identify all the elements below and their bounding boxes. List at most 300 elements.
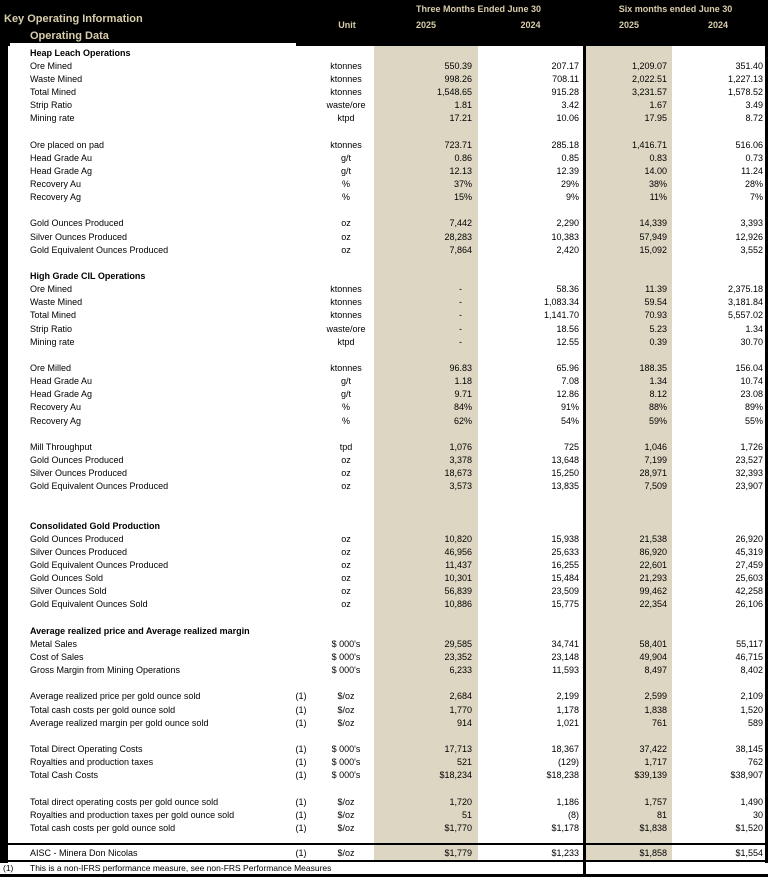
row-label: Gold Ounces Sold	[30, 573, 104, 584]
table-row	[8, 138, 765, 151]
cell-quarter-2025: 28,283	[444, 231, 472, 242]
cell-quarter-2025: -	[459, 323, 462, 334]
cell-quarter-2025: 1.18	[454, 376, 472, 387]
table-row	[8, 650, 765, 663]
cell-six-months-2025: 70.93	[644, 310, 667, 321]
row-label: Strip Ratio	[30, 323, 73, 334]
row-unit: $/oz	[337, 717, 355, 728]
row-label: Head Grade Au	[30, 376, 93, 387]
row-label: Recovery Au	[30, 178, 82, 189]
row-label: Total cash costs per gold ounce sold	[30, 704, 176, 715]
cell-quarter-2025: -	[459, 297, 462, 308]
row-unit: waste/ore	[326, 100, 366, 111]
row-unit: $ 000's	[331, 652, 361, 663]
table-row	[8, 506, 765, 519]
row-unit: $ 000's	[331, 744, 361, 755]
cell-quarter-2024: 708.11	[552, 73, 579, 84]
cell-quarter-2025: 37%	[453, 178, 472, 189]
footnote	[0, 863, 768, 874]
row-unit: %	[341, 402, 350, 413]
table-row	[8, 558, 765, 571]
row-unit: %	[341, 192, 350, 203]
table-row	[8, 401, 765, 414]
row-unit: ktonnes	[330, 73, 362, 84]
cell-six-months-2024: 1,227.13	[727, 73, 763, 84]
cell-quarter-2025: 10,820	[444, 533, 472, 544]
cell-six-months-2025: 14.00	[644, 165, 667, 176]
operating-data-heading: Operating Data	[30, 30, 109, 42]
row-unit: $/oz	[337, 822, 355, 833]
row-label: Mining rate	[30, 113, 75, 124]
cell-six-months-2025: 58,401	[639, 638, 667, 649]
cell-six-months-2025: 1,416.71	[631, 139, 667, 150]
section-row	[8, 519, 765, 532]
cell-quarter-2024: 3.42	[561, 100, 579, 111]
row-label: Gold Ounces Produced	[30, 454, 124, 465]
row-label: Ore Milled	[30, 362, 72, 373]
table-row	[8, 716, 765, 729]
cell-six-months-2024: 3,393	[740, 218, 763, 229]
cell-quarter-2024: 285.18	[551, 139, 579, 150]
row-label: Waste Mined	[30, 297, 83, 308]
cell-quarter-2024: 25,633	[551, 546, 579, 557]
row-label: Silver Ounces Produced	[30, 546, 128, 557]
cell-quarter-2025: 0.86	[454, 152, 472, 163]
cell-six-months-2025: 1,209.07	[631, 60, 667, 71]
cell-quarter-2024: 18.56	[556, 323, 579, 334]
cell-six-months-2025: 1.67	[649, 100, 667, 111]
cell-six-months-2024: 0.73	[745, 152, 763, 163]
cell-six-months-2024: 26,920	[735, 533, 763, 544]
cell-six-months-2024: 38,145	[735, 744, 763, 755]
cell-quarter-2024: 91%	[560, 402, 579, 413]
row-unit: %	[341, 415, 350, 426]
cell-six-months-2025: 11.39	[645, 284, 667, 295]
row-label: Head Grade Ag	[30, 389, 93, 400]
cell-quarter-2025: 18,673	[444, 468, 472, 479]
cell-quarter-2024: $1,233	[551, 847, 579, 858]
row-label: AISC - Minera Don Nicolas	[30, 847, 138, 858]
cell-six-months-2025: $1,838	[639, 822, 667, 833]
cell-six-months-2025: 59%	[648, 415, 667, 426]
cell-six-months-2024: 26,106	[735, 599, 763, 610]
cell-six-months-2024: 55%	[744, 415, 763, 426]
cell-quarter-2024: 1,178	[556, 704, 579, 715]
cell-quarter-2024: 1,186	[556, 796, 579, 807]
cell-quarter-2024: 9%	[565, 192, 579, 203]
cell-six-months-2025: 188.35	[639, 362, 667, 373]
cell-quarter-2024: 23,509	[551, 586, 579, 597]
table-row	[8, 729, 765, 742]
cell-quarter-2025: 1,548.65	[436, 86, 472, 97]
table-body	[8, 46, 765, 863]
row-label: Gold Equivalent Ounces Sold	[30, 599, 148, 610]
cell-quarter-2025: 12.13	[449, 165, 472, 176]
footnote-reference: (1)	[295, 822, 307, 833]
row-unit: oz	[341, 218, 351, 229]
row-unit: $ 000's	[331, 770, 361, 781]
cell-six-months-2025: 57,949	[639, 231, 667, 242]
row-label: Royalties and production taxes per gold ounce sold	[30, 809, 235, 820]
cell-six-months-2024: 1,520	[740, 704, 763, 715]
row-label: Silver Ounces Sold	[30, 586, 107, 597]
cell-quarter-2024: 12.55	[556, 336, 579, 347]
cell-quarter-2025: 46,956	[444, 546, 472, 557]
cell-six-months-2024: 1,578.52	[727, 86, 763, 97]
cell-quarter-2024: 58.36	[556, 284, 579, 295]
row-unit: $ 000's	[331, 638, 361, 649]
table-row	[8, 361, 765, 374]
row-unit: oz	[341, 560, 351, 571]
table-row	[8, 348, 765, 361]
footnote-reference: (1)	[295, 847, 307, 858]
row-unit: oz	[341, 586, 351, 597]
row-unit: oz	[341, 454, 351, 465]
table-row	[8, 782, 765, 795]
cell-six-months-2025: 15,092	[639, 244, 667, 255]
page-title: Key Operating Information	[4, 13, 143, 25]
table-row	[8, 742, 765, 755]
row-unit: ktonnes	[330, 362, 362, 373]
cell-six-months-2025: 3,231.57	[631, 86, 667, 97]
row-label: Total Cash Costs	[30, 770, 99, 781]
table-row	[8, 335, 765, 348]
cell-six-months-2025: 37,422	[639, 744, 667, 755]
row-unit: $/oz	[337, 847, 355, 858]
cell-quarter-2025: 521	[456, 757, 472, 768]
cell-quarter-2024: 13,835	[551, 481, 579, 492]
row-label: Mill Throughput	[30, 441, 92, 452]
row-unit: tpd	[339, 441, 353, 452]
cell-quarter-2024: (129)	[557, 757, 579, 768]
cell-six-months-2025: 22,601	[639, 560, 667, 571]
cell-six-months-2024: 1,490	[740, 796, 763, 807]
footnote-reference: (1)	[295, 770, 307, 781]
row-label: Total Mined	[30, 86, 77, 97]
cell-quarter-2025: 17,713	[444, 744, 472, 755]
table-row	[8, 177, 765, 190]
cell-quarter-2024: $1,178	[551, 822, 579, 833]
cell-six-months-2024: 30	[752, 809, 763, 820]
table-row	[8, 85, 765, 98]
cell-quarter-2025: 3,573	[449, 481, 472, 492]
cell-quarter-2024: 12.86	[556, 389, 579, 400]
footnote-text: This is a non-IFRS performance measure, see non-FRS Performance Measures	[30, 863, 332, 873]
cell-quarter-2025: 9.71	[454, 389, 472, 400]
column-header-quarter-2025: 2025	[415, 20, 437, 30]
cell-quarter-2025: 11,437	[445, 560, 472, 571]
section-row	[8, 269, 765, 282]
row-unit: oz	[341, 533, 351, 544]
cell-six-months-2025: 7,199	[644, 454, 667, 465]
table-row	[8, 756, 765, 769]
cell-six-months-2025: 0.83	[649, 152, 667, 163]
cell-quarter-2025: 723.71	[444, 139, 472, 150]
row-unit: ktonnes	[330, 297, 362, 308]
cell-quarter-2025: 10,886	[444, 599, 472, 610]
table-row	[8, 821, 765, 834]
cell-six-months-2024: 25,603	[735, 573, 763, 584]
table-row	[8, 164, 765, 177]
table-row	[8, 217, 765, 230]
cell-six-months-2024: 10.74	[740, 376, 763, 387]
table-row	[8, 637, 765, 650]
cell-six-months-2024: 762	[747, 757, 763, 768]
table-row	[8, 677, 765, 690]
table-row	[8, 467, 765, 480]
cell-six-months-2024: 55,117	[736, 638, 763, 649]
row-unit: %	[341, 178, 350, 189]
cell-quarter-2024: 0.85	[561, 152, 579, 163]
row-label: Gross Margin from Mining Operations	[30, 665, 181, 676]
table-row	[8, 204, 765, 217]
row-unit: $/oz	[337, 809, 355, 820]
cell-six-months-2025: 99,462	[639, 586, 667, 597]
cell-six-months-2024: 11.24	[741, 165, 763, 176]
table-row	[8, 493, 765, 506]
footnote-reference: (1)	[295, 717, 307, 728]
cell-six-months-2025: 8.12	[649, 389, 667, 400]
row-unit: ktonnes	[330, 60, 362, 71]
cell-six-months-2024: 351.40	[735, 60, 763, 71]
cell-six-months-2024: 3,552	[740, 244, 763, 255]
cell-quarter-2025: 914	[456, 717, 472, 728]
cell-quarter-2024: 65.96	[556, 362, 579, 373]
cell-quarter-2024: 13,648	[551, 454, 579, 465]
cell-quarter-2024: $18,238	[546, 770, 579, 781]
cell-quarter-2025: $1,779	[444, 847, 472, 858]
table-rows	[8, 46, 765, 862]
row-label: Metal Sales	[30, 638, 78, 649]
cell-six-months-2024: 30.70	[740, 336, 763, 347]
cell-six-months-2025: 21,538	[639, 533, 667, 544]
cell-six-months-2024: 28%	[744, 178, 763, 189]
cell-quarter-2024: 16,255	[551, 560, 579, 571]
cell-quarter-2024: 29%	[560, 178, 579, 189]
cell-six-months-2025: 14,339	[639, 218, 667, 229]
table-row	[8, 309, 765, 322]
cell-quarter-2024: 15,775	[551, 599, 579, 610]
cell-quarter-2025: 84%	[453, 402, 472, 413]
row-label: Total cash costs per gold ounce sold	[30, 822, 176, 833]
footnote-reference: (1)	[295, 704, 307, 715]
cell-quarter-2024: (8)	[568, 809, 579, 820]
cell-quarter-2024: 725	[563, 441, 579, 452]
cell-six-months-2025: 11%	[649, 192, 667, 203]
row-label: Gold Equivalent Ounces Produced	[30, 244, 169, 255]
cell-six-months-2024: 2,375.18	[727, 284, 763, 295]
cell-quarter-2025: 6,233	[449, 665, 472, 676]
cell-quarter-2025: 2,684	[449, 691, 472, 702]
cell-quarter-2024: 10.06	[556, 113, 579, 124]
cell-six-months-2025: 1,757	[644, 796, 667, 807]
cell-quarter-2025: $1,770	[444, 822, 472, 833]
table-row	[8, 795, 765, 808]
cell-six-months-2024: 46,715	[735, 652, 763, 663]
table-row	[8, 598, 765, 611]
table-row	[8, 690, 765, 703]
row-unit: ktonnes	[330, 284, 362, 295]
row-unit: ktpd	[337, 113, 355, 124]
cell-quarter-2025: 1,770	[449, 704, 472, 715]
cell-six-months-2024: 1,726	[740, 441, 763, 452]
row-unit: g/t	[340, 165, 351, 176]
cell-quarter-2025: 7,864	[449, 244, 472, 255]
table-row	[8, 532, 765, 545]
row-unit: g/t	[340, 376, 351, 387]
table-row	[8, 664, 765, 677]
cell-six-months-2025: $39,139	[634, 770, 667, 781]
cell-six-months-2024: $1,554	[735, 847, 763, 858]
cell-six-months-2024: 156.04	[735, 362, 763, 373]
footnote-reference: (1)	[295, 691, 307, 702]
cell-six-months-2025: 22,354	[639, 599, 667, 610]
table-row	[8, 585, 765, 598]
row-unit: oz	[341, 573, 351, 584]
cell-six-months-2025: 7,509	[644, 481, 667, 492]
footnote-reference: (1)	[295, 744, 307, 755]
row-label: Heap Leach Operations	[30, 47, 131, 58]
cell-quarter-2024: 7.08	[561, 376, 579, 387]
table-row	[8, 414, 765, 427]
cell-six-months-2024: 45,319	[735, 546, 763, 557]
row-label: Total Mined	[30, 310, 77, 321]
table-row	[8, 808, 765, 821]
cell-six-months-2025: 5.23	[649, 323, 667, 334]
cell-six-months-2025: 1,838	[644, 704, 667, 715]
cell-six-months-2025: 38%	[648, 178, 667, 189]
cell-quarter-2024: 15,484	[551, 573, 579, 584]
cell-quarter-2024: 10,383	[551, 231, 579, 242]
cell-six-months-2024: 32,393	[735, 468, 763, 479]
table-header	[0, 0, 768, 46]
cell-quarter-2025: -	[459, 310, 462, 321]
table-row	[8, 545, 765, 558]
cell-quarter-2025: 998.26	[444, 73, 472, 84]
table-row	[8, 112, 765, 125]
row-label: Recovery Ag	[30, 415, 82, 426]
section-row	[8, 624, 765, 637]
cell-quarter-2024: 207.17	[551, 60, 579, 71]
cell-six-months-2024: 8.72	[745, 113, 763, 124]
row-unit: oz	[341, 546, 351, 557]
cell-quarter-2025: 17.21	[449, 113, 472, 124]
column-header-six-months-2024: 2024	[707, 20, 729, 30]
row-unit: ktonnes	[330, 310, 362, 321]
table-row	[8, 191, 765, 204]
row-label: Strip Ratio	[30, 100, 73, 111]
cell-quarter-2025: 1,076	[449, 441, 472, 452]
table-row	[8, 230, 765, 243]
cell-six-months-2024: 7%	[749, 192, 763, 203]
table-row	[8, 611, 765, 624]
cell-six-months-2025: 0.39	[649, 336, 667, 347]
row-label: Total direct operating costs per gold ounce sold	[30, 796, 219, 807]
row-unit: $/oz	[337, 691, 355, 702]
row-label: Average realized margin per gold ounce sold	[30, 717, 209, 728]
table-row	[8, 72, 765, 85]
cell-six-months-2025: 1,717	[644, 757, 667, 768]
cell-six-months-2025: 17.95	[644, 113, 667, 124]
table-row	[8, 256, 765, 269]
cell-quarter-2025: 96.83	[449, 362, 472, 373]
cell-quarter-2025: -	[459, 336, 462, 347]
cell-quarter-2025: 550.39	[444, 60, 472, 71]
cell-quarter-2024: 18,367	[551, 744, 579, 755]
cell-six-months-2024: 516.06	[735, 139, 763, 150]
row-label: Total Direct Operating Costs	[30, 744, 143, 755]
cell-six-months-2024: 589	[747, 717, 763, 728]
cell-six-months-2025: 2,599	[644, 691, 667, 702]
row-unit: g/t	[340, 389, 351, 400]
table-row	[8, 440, 765, 453]
row-label: Gold Equivalent Ounces Produced	[30, 560, 169, 571]
table-row	[8, 388, 765, 401]
table-row	[8, 769, 765, 782]
cell-six-months-2024: 2,109	[740, 691, 763, 702]
cell-quarter-2025: 15%	[453, 192, 472, 203]
row-label: Head Grade Au	[30, 152, 93, 163]
cell-quarter-2024: 15,938	[551, 533, 579, 544]
table-row	[8, 427, 765, 440]
row-label: Ore placed on pad	[30, 139, 105, 150]
footnote-reference: (1)	[295, 757, 307, 768]
row-label: Royalties and production taxes	[30, 757, 154, 768]
cell-six-months-2025: 88%	[648, 402, 667, 413]
cell-quarter-2025: 3,378	[449, 454, 472, 465]
table-row	[8, 151, 765, 164]
table-row	[8, 322, 765, 335]
table-row	[8, 375, 765, 388]
cell-quarter-2025: 51	[461, 809, 472, 820]
cell-six-months-2024: 23,907	[735, 481, 763, 492]
row-label: Ore Mined	[30, 284, 73, 295]
row-unit: g/t	[340, 152, 351, 163]
table-row	[8, 99, 765, 112]
row-label: Head Grade Ag	[30, 165, 93, 176]
row-unit: $/oz	[337, 796, 355, 807]
cell-six-months-2024: 5,557.02	[727, 310, 763, 321]
cell-six-months-2024: $1,520	[735, 822, 763, 833]
table-row	[8, 59, 765, 72]
row-label: Average realized price per gold ounce sold	[30, 691, 201, 702]
cell-quarter-2025: 29,585	[444, 638, 472, 649]
period-divider-line	[583, 0, 586, 874]
cell-six-months-2025: 28,971	[639, 468, 667, 479]
cell-six-months-2024: 12,926	[735, 231, 763, 242]
table-row	[8, 572, 765, 585]
cell-six-months-2025: 2,022.51	[631, 73, 667, 84]
cell-quarter-2025: 56,839	[444, 586, 472, 597]
cell-quarter-2024: 2,290	[556, 218, 579, 229]
row-label: High Grade CIL Operations	[30, 270, 146, 281]
cell-quarter-2024: 54%	[560, 415, 579, 426]
cell-quarter-2024: 11,593	[552, 665, 579, 676]
row-label: Gold Ounces Produced	[30, 533, 124, 544]
table-row	[8, 296, 765, 309]
cell-quarter-2025: 10,301	[444, 573, 472, 584]
cell-six-months-2024: 23,527	[735, 454, 763, 465]
cell-six-months-2025: 81	[656, 809, 667, 820]
cell-quarter-2025: -	[459, 284, 462, 295]
column-header-unit: Unit	[338, 20, 356, 30]
cell-quarter-2025: 1.81	[454, 100, 472, 111]
row-label: Average realized price and Average realized margin	[30, 625, 250, 636]
row-label: Gold Ounces Produced	[30, 218, 124, 229]
table-row	[8, 243, 765, 256]
row-unit: $/oz	[337, 704, 355, 715]
cell-quarter-2025: 1,720	[449, 796, 472, 807]
